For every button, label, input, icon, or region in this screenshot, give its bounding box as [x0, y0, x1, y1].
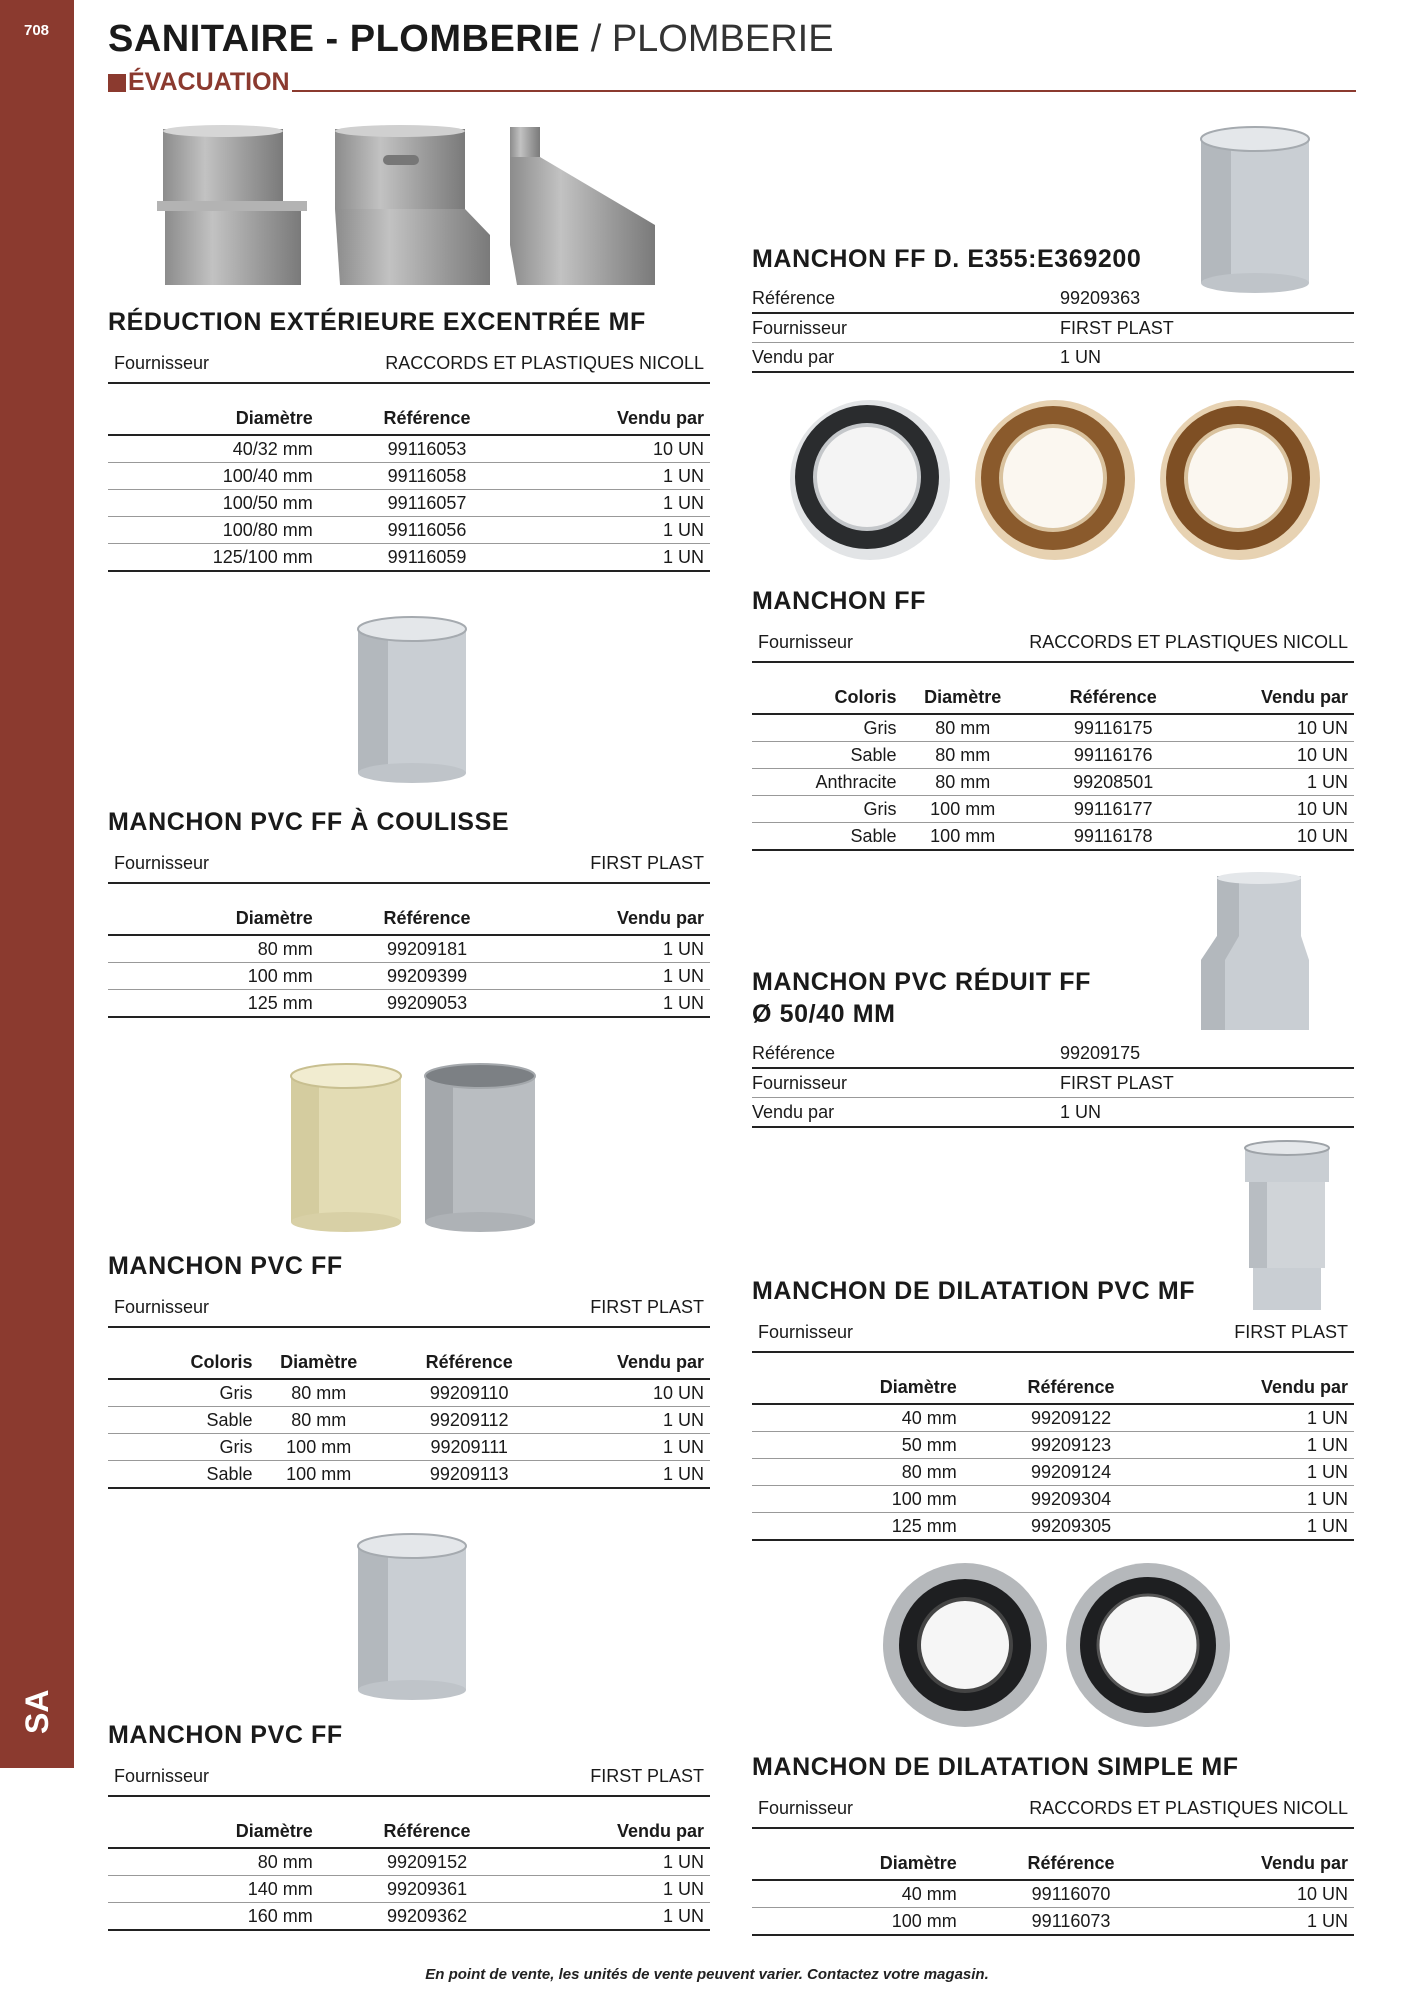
page-title-sub: / PLOMBERIE	[580, 18, 834, 60]
column-header: Coloris	[752, 683, 903, 714]
column-header: Vendu par	[1203, 683, 1354, 714]
cell: 10 UN	[559, 1379, 710, 1407]
spec-row	[752, 1069, 1354, 1098]
product-manchon-ff	[752, 586, 1354, 851]
cell: 40/32 mm	[108, 435, 337, 463]
table-row	[752, 1486, 1354, 1513]
supplier-value: RACCORDS ET PLASTIQUES NICOLL	[1029, 1798, 1348, 1818]
cell: Sable	[108, 1407, 259, 1434]
column-header: Référence	[337, 404, 518, 435]
cell: 100 mm	[108, 963, 337, 990]
spec-row	[752, 314, 1354, 343]
column-header: Référence	[337, 904, 518, 935]
cell: 99116070	[981, 1880, 1162, 1908]
column-header: Référence	[379, 1348, 560, 1379]
column-header: Référence	[337, 1817, 518, 1848]
table-row	[108, 1407, 710, 1434]
table-row	[108, 544, 710, 572]
cell: 99208501	[1023, 769, 1204, 796]
cell: 1 UN	[1161, 1404, 1354, 1432]
cell: 1 UN	[517, 517, 710, 544]
cell: 99209110	[379, 1379, 560, 1407]
variants-table	[752, 683, 1354, 851]
cell: 100 mm	[752, 1908, 981, 1936]
cell: 99116176	[1023, 742, 1204, 769]
column-header: Diamètre	[108, 1817, 337, 1848]
product-title: MANCHON DE DILATATION SIMPLE MF	[752, 1753, 1239, 1781]
cell: 99209181	[337, 935, 518, 963]
cell: 80 mm	[259, 1379, 379, 1407]
column-header: Vendu par	[517, 904, 710, 935]
supplier-label: Fournisseur	[758, 1798, 854, 1818]
table-row	[752, 1908, 1354, 1936]
cell: 1 UN	[1161, 1432, 1354, 1459]
supplier-label: Fournisseur	[758, 632, 854, 652]
table-row	[108, 935, 710, 963]
cell: 10 UN	[1203, 714, 1354, 742]
manchon-ff-product-photo	[785, 395, 1325, 565]
cell: 99209399	[337, 963, 518, 990]
footer-note: En point de vente, les unités de vente peuvent varier. Contactez votre magasin.	[425, 1966, 989, 1983]
page-title	[108, 16, 834, 62]
cell: 100 mm	[903, 823, 1023, 851]
cell: 100 mm	[752, 1486, 981, 1513]
supplier-label: Fournisseur	[758, 1322, 854, 1342]
column-header: Vendu par	[1161, 1373, 1354, 1404]
cell: 100/50 mm	[108, 490, 337, 517]
cell: 100 mm	[259, 1434, 379, 1461]
table-row	[108, 1379, 710, 1407]
column-header: Diamètre	[108, 404, 337, 435]
cell: Sable	[108, 1461, 259, 1489]
cell: 1 UN	[559, 1434, 710, 1461]
table-row	[108, 1876, 710, 1903]
product-title: MANCHON PVC FF	[108, 1252, 343, 1280]
cell: 80 mm	[903, 714, 1023, 742]
cell: 99116175	[1023, 714, 1204, 742]
spec-value: FIRST PLAST	[1060, 1073, 1174, 1093]
section-divider	[292, 90, 1356, 92]
spec-value: 1 UN	[1060, 1102, 1102, 1122]
table-row	[752, 714, 1354, 742]
spec-label: Vendu par	[752, 347, 835, 367]
supplier-value: FIRST PLAST	[1234, 1322, 1348, 1342]
cell: 80 mm	[752, 1459, 981, 1486]
cell: Gris	[108, 1379, 259, 1407]
cell: 99209304	[981, 1486, 1162, 1513]
column-header: Vendu par	[1161, 1849, 1354, 1880]
column-header: Vendu par	[517, 404, 710, 435]
spec-value: 1 UN	[1060, 347, 1102, 367]
supplier-label: Fournisseur	[114, 1766, 210, 1786]
cell: 125/100 mm	[108, 544, 337, 572]
cell: 99209111	[379, 1434, 560, 1461]
supplier-label: Fournisseur	[114, 1297, 210, 1317]
cell: 99116059	[337, 544, 518, 572]
cell: 10 UN	[1203, 742, 1354, 769]
cell: 10 UN	[517, 435, 710, 463]
table-row	[752, 1459, 1354, 1486]
cell: 1 UN	[517, 1903, 710, 1931]
cell: 100/40 mm	[108, 463, 337, 490]
cell: 99116056	[337, 517, 518, 544]
table-row	[108, 435, 710, 463]
table-row	[752, 796, 1354, 823]
table-row	[752, 1880, 1354, 1908]
cell: 99116178	[1023, 823, 1204, 851]
product-title: MANCHON PVC FF À COULISSE	[108, 808, 510, 836]
product-title: RÉDUCTION EXTÉRIEURE EXCENTRÉE MF	[108, 308, 646, 336]
section-heading	[108, 68, 290, 97]
variants-table	[108, 1348, 710, 1489]
table-row	[108, 1434, 710, 1461]
supplier-row	[752, 1792, 1354, 1829]
table-row	[108, 1848, 710, 1876]
column-header: Diamètre	[108, 904, 337, 935]
cell: 125 mm	[752, 1513, 981, 1541]
product-dilatation-pvc	[752, 1276, 1354, 1541]
cell: 40 mm	[752, 1404, 981, 1432]
table-row	[752, 769, 1354, 796]
variants-table	[752, 1849, 1354, 1936]
cell: Sable	[752, 742, 903, 769]
spec-label: Référence	[752, 1043, 836, 1063]
column-header: Vendu par	[517, 1817, 710, 1848]
coulisse-product-photo	[352, 615, 472, 785]
cell: 1 UN	[1161, 1459, 1354, 1486]
reduction-product-photo	[155, 125, 675, 290]
product-coulisse	[108, 807, 710, 1018]
cell: 1 UN	[1161, 1513, 1354, 1541]
cell: 99209361	[337, 1876, 518, 1903]
cell: 1 UN	[559, 1407, 710, 1434]
column-header: Vendu par	[559, 1348, 710, 1379]
category-label: SA	[19, 1689, 55, 1734]
product-reduction	[108, 307, 710, 572]
cell: 1 UN	[517, 1848, 710, 1876]
sidebar-band	[0, 0, 74, 1768]
variants-table	[752, 1373, 1354, 1541]
supplier-value: FIRST PLAST	[590, 1766, 704, 1786]
table-row	[108, 963, 710, 990]
supplier-row	[108, 1760, 710, 1797]
spec-label: Référence	[752, 288, 836, 308]
spec-label: Fournisseur	[752, 318, 848, 338]
supplier-value: RACCORDS ET PLASTIQUES NICOLL	[385, 353, 704, 373]
product-title: MANCHON FF D. E355:E369200	[752, 245, 1142, 273]
variants-table	[108, 1817, 710, 1931]
table-row	[108, 517, 710, 544]
cell: 99209053	[337, 990, 518, 1018]
product-title: MANCHON PVC FF	[108, 1721, 343, 1749]
cell: 140 mm	[108, 1876, 337, 1903]
product-e355	[752, 244, 1354, 373]
variants-table	[108, 404, 710, 572]
cell: 99209123	[981, 1432, 1162, 1459]
spec-row	[752, 343, 1354, 373]
cell: 80 mm	[108, 1848, 337, 1876]
table-row	[108, 490, 710, 517]
product-reduit	[752, 967, 1354, 1128]
column-header: Référence	[1023, 683, 1204, 714]
cell: 1 UN	[517, 935, 710, 963]
cell: Gris	[752, 796, 903, 823]
column-header: Coloris	[108, 1348, 259, 1379]
cell: 50 mm	[752, 1432, 981, 1459]
cell: 10 UN	[1203, 823, 1354, 851]
cell: 1 UN	[517, 990, 710, 1018]
cell: 125 mm	[108, 990, 337, 1018]
supplier-label: Fournisseur	[114, 853, 210, 873]
column-header: Référence	[981, 1849, 1162, 1880]
cell: 80 mm	[259, 1407, 379, 1434]
variants-table	[108, 904, 710, 1018]
supplier-label: Fournisseur	[114, 353, 210, 373]
table-row	[108, 990, 710, 1018]
section-marker-icon	[108, 74, 126, 92]
spec-row	[752, 1098, 1354, 1128]
spec-value: FIRST PLAST	[1060, 318, 1174, 338]
product-title-line2: Ø 50/40 MM	[752, 1000, 896, 1028]
cell: 99116053	[337, 435, 518, 463]
cell: 80 mm	[108, 935, 337, 963]
cell: 100 mm	[259, 1461, 379, 1489]
cell: 1 UN	[1161, 1908, 1354, 1936]
supplier-row	[108, 847, 710, 884]
cell: 99209124	[981, 1459, 1162, 1486]
cell: 160 mm	[108, 1903, 337, 1931]
table-row	[752, 1404, 1354, 1432]
cell: 100/80 mm	[108, 517, 337, 544]
cell: 99116058	[337, 463, 518, 490]
column-header: Diamètre	[903, 683, 1023, 714]
page-number: 708	[24, 22, 50, 39]
column-header: Référence	[981, 1373, 1162, 1404]
cell: Sable	[752, 823, 903, 851]
cell: 99209152	[337, 1848, 518, 1876]
cell: 80 mm	[903, 742, 1023, 769]
spec-row	[752, 284, 1354, 314]
cell: 1 UN	[1161, 1486, 1354, 1513]
supplier-row	[108, 1291, 710, 1328]
product-pvc-ff-colors	[108, 1251, 710, 1489]
cell: 99209122	[981, 1404, 1162, 1432]
column-header: Diamètre	[752, 1373, 981, 1404]
table-row	[108, 463, 710, 490]
cell: 99116073	[981, 1908, 1162, 1936]
dilatation-simple-product-photo	[880, 1560, 1240, 1730]
supplier-row	[752, 1316, 1354, 1353]
cell: 40 mm	[752, 1880, 981, 1908]
cell: 1 UN	[517, 1876, 710, 1903]
cell: 1 UN	[517, 544, 710, 572]
supplier-value: FIRST PLAST	[590, 1297, 704, 1317]
cell: 1 UN	[517, 463, 710, 490]
spec-value: 99209363	[1060, 288, 1141, 308]
cell: 1 UN	[517, 963, 710, 990]
pvc-ff-large-product-photo	[352, 1532, 472, 1702]
cell: 99209113	[379, 1461, 560, 1489]
spec-label: Fournisseur	[752, 1073, 848, 1093]
table-row	[752, 1513, 1354, 1541]
cell: 99209362	[337, 1903, 518, 1931]
product-pvc-ff-large	[108, 1720, 710, 1931]
cell: 99209305	[981, 1513, 1162, 1541]
product-title: MANCHON FF	[752, 587, 927, 615]
supplier-row	[108, 347, 710, 384]
pvc-ff-colors-product-photo	[285, 1060, 545, 1235]
table-row	[752, 1432, 1354, 1459]
cell: Gris	[752, 714, 903, 742]
section-heading-label: ÉVACUATION	[128, 68, 290, 96]
cell: 99116057	[337, 490, 518, 517]
product-title: MANCHON DE DILATATION PVC MF	[752, 1277, 1196, 1305]
cell: 100 mm	[903, 796, 1023, 823]
product-title: MANCHON PVC RÉDUIT FF	[752, 968, 1091, 996]
cell: 80 mm	[903, 769, 1023, 796]
cell: 10 UN	[1161, 1880, 1354, 1908]
spec-value: 99209175	[1060, 1043, 1141, 1063]
cell: 99116177	[1023, 796, 1204, 823]
cell: 1 UN	[517, 490, 710, 517]
spec-label: Vendu par	[752, 1102, 835, 1122]
column-header: Diamètre	[259, 1348, 379, 1379]
supplier-value: RACCORDS ET PLASTIQUES NICOLL	[1029, 632, 1348, 652]
supplier-row	[752, 626, 1354, 663]
supplier-value: FIRST PLAST	[590, 853, 704, 873]
table-row	[108, 1903, 710, 1931]
spec-row	[752, 1039, 1354, 1069]
table-row	[108, 1461, 710, 1489]
table-row	[752, 742, 1354, 769]
cell: 1 UN	[1203, 769, 1354, 796]
cell: 10 UN	[1203, 796, 1354, 823]
cell: 99209112	[379, 1407, 560, 1434]
page-title-main: SANITAIRE - PLOMBERIE	[108, 18, 581, 60]
cell: 1 UN	[559, 1461, 710, 1489]
cell: Anthracite	[752, 769, 903, 796]
product-dilatation-simple	[752, 1752, 1354, 1936]
column-header: Diamètre	[752, 1849, 981, 1880]
cell: Gris	[108, 1434, 259, 1461]
table-row	[752, 823, 1354, 851]
